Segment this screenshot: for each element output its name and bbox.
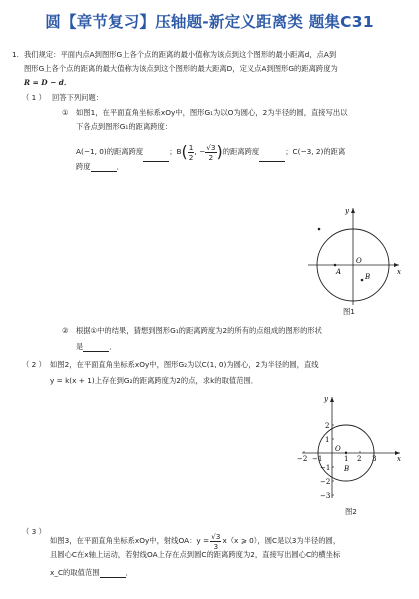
q1-b-numerator-2: √3 bbox=[206, 143, 216, 152]
x-tick-1: 1 bbox=[344, 455, 349, 463]
q1-b-numerator-1: 1 bbox=[188, 143, 194, 152]
y-axis-label: y bbox=[345, 207, 349, 215]
part2-line-2: y = k(x + 1)上存在到G₂的距离跨度为2的点，求k的取值范围． bbox=[50, 376, 259, 385]
q1-point-c: ；C(−3, 2)的距离 bbox=[285, 147, 346, 156]
part2-label: （ 2 ） bbox=[22, 360, 46, 369]
q2-line-2 bbox=[76, 342, 117, 352]
point-a-dot bbox=[334, 264, 337, 267]
q2-end: ． bbox=[109, 342, 117, 351]
q1-expression: A(−1, 0)的距离跨度 ；B( $\frac{1}{2}$ , − $\frac{√3}{2}$ )的距离跨度 ；C(−3, 2)的距离 bbox=[76, 142, 346, 162]
q1-end: ． bbox=[116, 162, 124, 171]
point-b-dot bbox=[361, 279, 364, 282]
q1-line-2: 下各点到图形G₁的距离跨度： bbox=[76, 122, 173, 131]
q1-point-a: A(−1, 0)的距离跨度 bbox=[76, 147, 144, 156]
y-tick-1: 1 bbox=[325, 436, 330, 444]
part3-line-1-a: 如图3，在平面直角坐标系xOy中，射线OA：y = bbox=[50, 536, 210, 545]
answer-blank-shape[interactable] bbox=[83, 343, 109, 352]
part1-label: （ 1 ） bbox=[22, 93, 46, 102]
point-a-label: A bbox=[336, 268, 342, 276]
q1-b-denominator-1: 2 bbox=[188, 153, 194, 162]
intro-line-2: 图形G上各个点的距离的最大值称为该点到这个图形的最大距离D，定义点A到图形G的距离跨度为 bbox=[24, 64, 338, 73]
y-axis-arrow bbox=[330, 397, 334, 402]
q1-number: ① bbox=[62, 108, 69, 117]
part1-text: 回答下列问题： bbox=[52, 93, 104, 102]
x-tick-3: 3 bbox=[372, 455, 377, 463]
q1-b-denominator-2: 2 bbox=[208, 153, 214, 162]
part3-line-3-text: x_C的取值范围 bbox=[50, 568, 100, 577]
intro-line-3: R = D − d． bbox=[24, 78, 72, 87]
origin-label: O bbox=[335, 445, 341, 453]
q1-b-separator: , − bbox=[194, 147, 206, 156]
part3-label: （ 3 ） bbox=[22, 527, 46, 536]
y-axis-label: y bbox=[324, 395, 328, 403]
part3-end: ． bbox=[125, 568, 133, 577]
part3-line-2: 且圆心C在x轴上运动，若射线OA上存在点到圆C的距离跨度为2，直接写出圆心C的横坐标 bbox=[50, 550, 341, 559]
q1-line-1: 如图1，在平面直角坐标系xOy中，图形G₁为以O为圆心，2为半径的圆，直接写出以 bbox=[76, 108, 348, 117]
y-tick-2: 2 bbox=[325, 422, 330, 430]
y-tick-neg2: −2 bbox=[320, 478, 331, 486]
point-b-label: B bbox=[365, 273, 371, 281]
part3-numerator: √3 bbox=[211, 532, 221, 541]
x-axis-arrow bbox=[394, 263, 399, 267]
x-tick-neg2: −2 bbox=[297, 455, 308, 463]
x-axis-label: x bbox=[397, 268, 401, 276]
part3-line-1 bbox=[50, 532, 340, 551]
part3-denominator: 3 bbox=[213, 542, 219, 551]
figure-2-caption: 图2 bbox=[345, 507, 357, 516]
x-tick-2: 2 bbox=[357, 455, 362, 463]
answer-blank-b[interactable] bbox=[259, 153, 285, 162]
problem-number: 1. bbox=[12, 50, 19, 59]
q2-line-1: 根据①中的结果，猜想到图形G₁的距离跨度为2的所有的点组成的图形的形状 bbox=[76, 326, 322, 335]
figure-1 bbox=[303, 200, 403, 310]
q1-c-span-label: 跨度 bbox=[76, 162, 91, 171]
figure-2 bbox=[288, 392, 408, 502]
q2-number: ② bbox=[62, 326, 69, 335]
part3-line-3 bbox=[50, 568, 133, 578]
x-tick-neg1: −1 bbox=[312, 455, 323, 463]
q1-point-b-suffix: 的距离跨度 bbox=[222, 147, 260, 156]
y-axis-arrow bbox=[351, 208, 355, 213]
q2-line-2-text: 是 bbox=[76, 342, 84, 351]
y-tick-neg3: −3 bbox=[320, 492, 331, 500]
q1-point-b-prefix: ；B bbox=[169, 147, 182, 156]
answer-blank-c[interactable] bbox=[91, 163, 117, 172]
page-title: 圆【章节复习】压轴题-新定义距离类 题集C31 bbox=[45, 13, 374, 31]
y-tick-neg1: −1 bbox=[320, 464, 331, 472]
point-b-label: B bbox=[344, 465, 350, 473]
point-c-dot bbox=[318, 228, 321, 231]
intro-line-1: 我们规定：平面内点A到图形G上各个点的距离的最小值称为该点到这个图形的最小距离d，点A到 bbox=[24, 50, 337, 59]
answer-blank-a[interactable] bbox=[143, 153, 169, 162]
answer-blank-xc[interactable] bbox=[100, 569, 126, 578]
figure-1-caption: 图1 bbox=[343, 307, 355, 316]
part3-line-1-b: x（x ⩾ 0），圆C是以3为半径的圆， bbox=[222, 536, 341, 545]
origin-label: O bbox=[356, 257, 362, 265]
x-axis-label: x bbox=[397, 455, 401, 463]
part2-line-1: 如图2，在平面直角坐标系xOy中，图形G₂为以C(1, 0)为圆心，2为半径的圆，直线 bbox=[50, 360, 319, 369]
q1-line-c2 bbox=[76, 162, 124, 172]
